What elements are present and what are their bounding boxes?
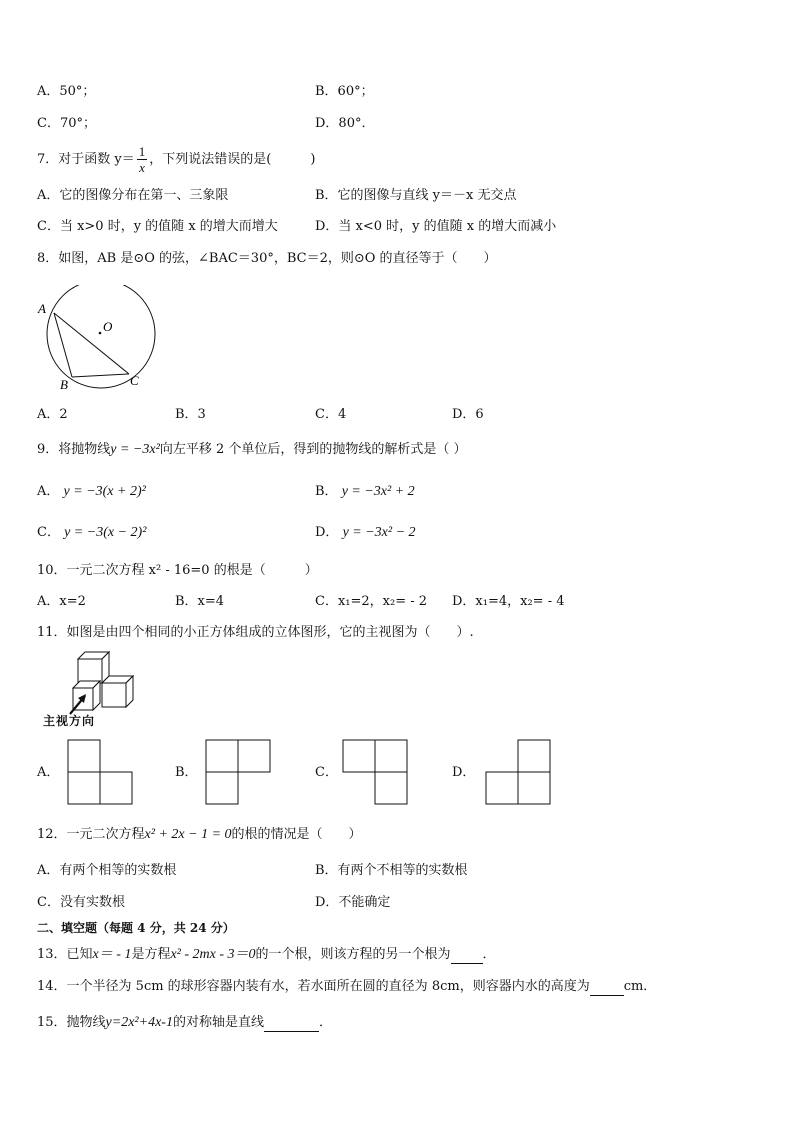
q9-option-a-label: A． bbox=[37, 484, 60, 499]
q11-option-a-figure bbox=[67, 739, 133, 806]
q8-option-d: D．6 bbox=[452, 407, 484, 422]
q11-stem: 11．如图是由四个相同的小正方体组成的立体图形，它的主视图为（ ）. bbox=[37, 625, 474, 640]
q10-option-d: D．x₁=4，x₂= - 4 bbox=[452, 594, 565, 609]
q9-option-c-expr: y = −3(x − 2)² bbox=[64, 525, 147, 540]
q15-pre: 15．抛物线 bbox=[37, 1015, 106, 1030]
q6-option-c: C．70°； bbox=[37, 116, 96, 131]
chord-ac bbox=[54, 313, 129, 374]
q9-option-b-expr: y = −3x² + 2 bbox=[341, 484, 415, 499]
q14-unit: cm． bbox=[623, 979, 657, 994]
q9-option-a bbox=[37, 483, 146, 501]
q9-option-b-label: B． bbox=[315, 484, 338, 499]
q7-option-d: D．当 x<0 时，y 的值随 x 的增大而减小 bbox=[315, 219, 557, 234]
chord-ab bbox=[54, 313, 72, 377]
q15-line bbox=[37, 1014, 332, 1032]
q7-fraction-denominator: x bbox=[139, 160, 145, 175]
q12-stem-expr: x² + 2x − 1 = 0 bbox=[144, 827, 232, 842]
q9-stem-post: 向左平移 2 个单位后，得到的抛物线的解析式是（ ） bbox=[159, 442, 467, 457]
center-point bbox=[99, 332, 102, 335]
chord-bc bbox=[72, 374, 129, 377]
q11-option-a-label: A． bbox=[37, 765, 60, 780]
q13-line bbox=[37, 946, 496, 964]
q8-circle-figure bbox=[34, 285, 164, 395]
section-2-heading: 二、填空题（每题 4 分，共 24 分） bbox=[37, 921, 235, 935]
q12-stem bbox=[37, 826, 362, 844]
q13-expr2: x² - 2mx - 3＝0 bbox=[170, 947, 256, 962]
q15-post: 的对称轴是直线 bbox=[172, 1015, 264, 1030]
q7-option-c: C．当 x>0 时，y 的值随 x 的增大而增大 bbox=[37, 219, 278, 234]
q11-option-d-figure bbox=[485, 739, 551, 806]
q8-option-b: B．3 bbox=[175, 407, 206, 422]
q8-option-a: A．2 bbox=[37, 407, 68, 422]
q10-option-b: B．x=4 bbox=[175, 594, 225, 609]
q6-option-d: D．80°． bbox=[315, 116, 375, 131]
q6-option-b: B．60°； bbox=[315, 84, 374, 99]
q9-stem bbox=[37, 441, 466, 459]
q11-option-b-label: B． bbox=[175, 765, 198, 780]
q7-option-a: A．它的图像分布在第一、三象限 bbox=[37, 188, 229, 203]
q6-option-a: A．50°； bbox=[37, 84, 96, 99]
q11-option-b-figure bbox=[205, 739, 271, 806]
q7-fraction-numerator: 1 bbox=[138, 144, 146, 159]
q13-answer-blank[interactable] bbox=[451, 949, 483, 964]
q12-stem-post: 的根的情况是（ ） bbox=[231, 827, 362, 842]
circle-o bbox=[47, 285, 155, 388]
label-o: O bbox=[103, 319, 113, 334]
q12-stem-pre: 12．一元二次方程 bbox=[37, 827, 145, 842]
q11-figure-caption: 主视方向 bbox=[43, 714, 96, 728]
q12-option-d: D．不能确定 bbox=[315, 895, 391, 910]
q12-option-b: B．有两个不相等的实数根 bbox=[315, 863, 468, 878]
q9-option-d bbox=[315, 524, 416, 542]
q13-expr1: x＝ - 1 bbox=[92, 947, 132, 962]
q11-option-d-label: D． bbox=[452, 765, 476, 780]
q14-text: 14．一个半径为 5cm 的球形容器内装有水，若水面所在圆的直径为 8cm，则容器内水的高度为 bbox=[37, 979, 590, 994]
q9-option-c bbox=[37, 524, 146, 542]
q13-mid: 是方程 bbox=[131, 947, 171, 962]
label-c: C bbox=[130, 373, 139, 388]
q13-pre: 13．已知 bbox=[37, 947, 93, 962]
label-b: B bbox=[60, 377, 68, 392]
q13-end: ． bbox=[482, 947, 496, 962]
q9-stem-pre: 9．将抛物线 bbox=[37, 442, 111, 457]
q9-option-b bbox=[315, 483, 415, 501]
q10-option-a: A．x=2 bbox=[37, 594, 86, 609]
q10-stem: 10．一元二次方程 x² - 16=0 的根是（ ） bbox=[37, 563, 318, 578]
q15-expr: y=2x²+4x-1 bbox=[105, 1015, 173, 1030]
q11-option-c-figure bbox=[342, 739, 408, 806]
q9-option-a-expr: y = −3(x + 2)² bbox=[63, 484, 146, 499]
q7-fraction bbox=[137, 144, 148, 175]
q12-option-c: C．没有实数根 bbox=[37, 895, 125, 910]
label-a: A bbox=[38, 301, 46, 316]
q11-option-c-label: C． bbox=[315, 765, 338, 780]
q15-end: ． bbox=[318, 1015, 332, 1030]
q9-stem-expr: y = −3x² bbox=[110, 442, 160, 457]
q7-stem bbox=[37, 144, 315, 176]
q14-line bbox=[37, 978, 656, 996]
q8-stem: 8．如图，AB 是⊙O 的弦，∠BAC＝30°，BC＝2，则⊙O 的直径等于（ ） bbox=[37, 251, 497, 266]
q12-option-a: A．有两个相等的实数根 bbox=[37, 863, 177, 878]
q7-stem-after: ，下列说法错误的是( ) bbox=[149, 152, 316, 167]
q9-option-c-label: C． bbox=[37, 525, 60, 540]
q7-stem-before: 7．对于函数 y＝ bbox=[37, 152, 135, 167]
q14-answer-blank[interactable] bbox=[590, 981, 624, 996]
q8-option-c: C．4 bbox=[315, 407, 347, 422]
q9-option-d-expr: y = −3x² − 2 bbox=[342, 525, 416, 540]
q7-option-b: B．它的图像与直线 y＝－x 无交点 bbox=[315, 188, 517, 203]
q10-option-c: C．x₁=2，x₂= - 2 bbox=[315, 594, 428, 609]
q9-option-d-label: D． bbox=[315, 525, 339, 540]
q15-answer-blank[interactable] bbox=[264, 1017, 319, 1032]
q13-post: 的一个根，则该方程的另一个根为 bbox=[255, 947, 451, 962]
